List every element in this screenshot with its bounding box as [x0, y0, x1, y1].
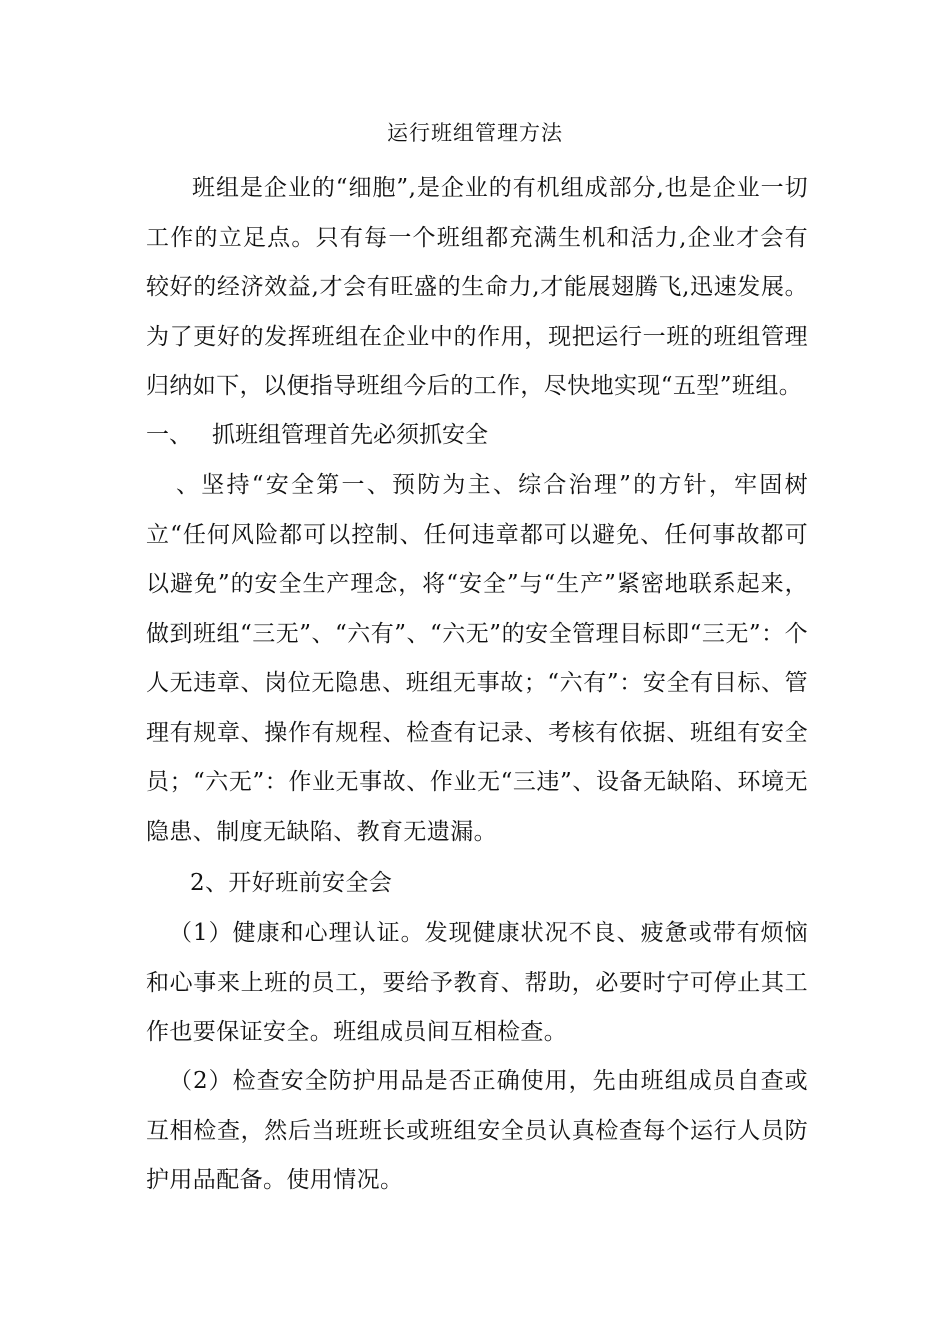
section-heading-text: 抓班组管理首先必须抓安全: [212, 422, 488, 448]
health-check-paragraph: （1）健康和心理认证。发现健康状况不良、疲惫或带有烦恼和心事来上班的员工，要给予教育、帮助，必要时宁可停止其工作也要保证安全。班组成员间互相检查。: [146, 920, 808, 1045]
section-number: 一、: [146, 422, 192, 448]
pre-shift-meeting-heading: 2、开好班前安全会: [190, 870, 393, 896]
intro-paragraph: 班组是企业的“细胞”,是企业的有机组成部分,也是企业一切工作的立足点。只有每一个班组都充满生机和活力,企业才会有较好的经济效益,才会有旺盛的生命力,才能展翅腾飞,迅速发展。为了更好的发挥班组在企业中的作用，现把运行一班的班组管理归纳如下，以便指导班组今后的工作，尽快地实现“五型”班组。: [146, 175, 808, 399]
safety-policy-paragraph: 、坚持“安全第一、预防为主、综合治理”的方针，牢固树立“任何风险都可以控制、任何违章都可以避免、任何事故都可以避免”的安全生产理念，将“安全”与“生产”紧密地联系起来，做到班组“三无”、“六有”、“六无”的安全管理目标即“三无”：个人无违章、岗位无隐患、班组无事故；“六有”：安全有目标、管理有规章、操作有规程、检查有记录、考核有依据、班组有安全员；“六无”：作业无事故、作业无“三违”、设备无缺陷、环境无隐患、制度无缺陷、教育无遗漏。: [146, 472, 808, 845]
protective-equipment-paragraph: （2）检查安全防护用品是否正确使用，先由班组成员自查或互相检查，然后当班班长或班组安全员认真检查每个运行人员防护用品配备。使用情况。: [146, 1068, 808, 1193]
section-heading: [146, 411, 808, 461]
document-title: 运行班组管理方法: [387, 121, 563, 145]
